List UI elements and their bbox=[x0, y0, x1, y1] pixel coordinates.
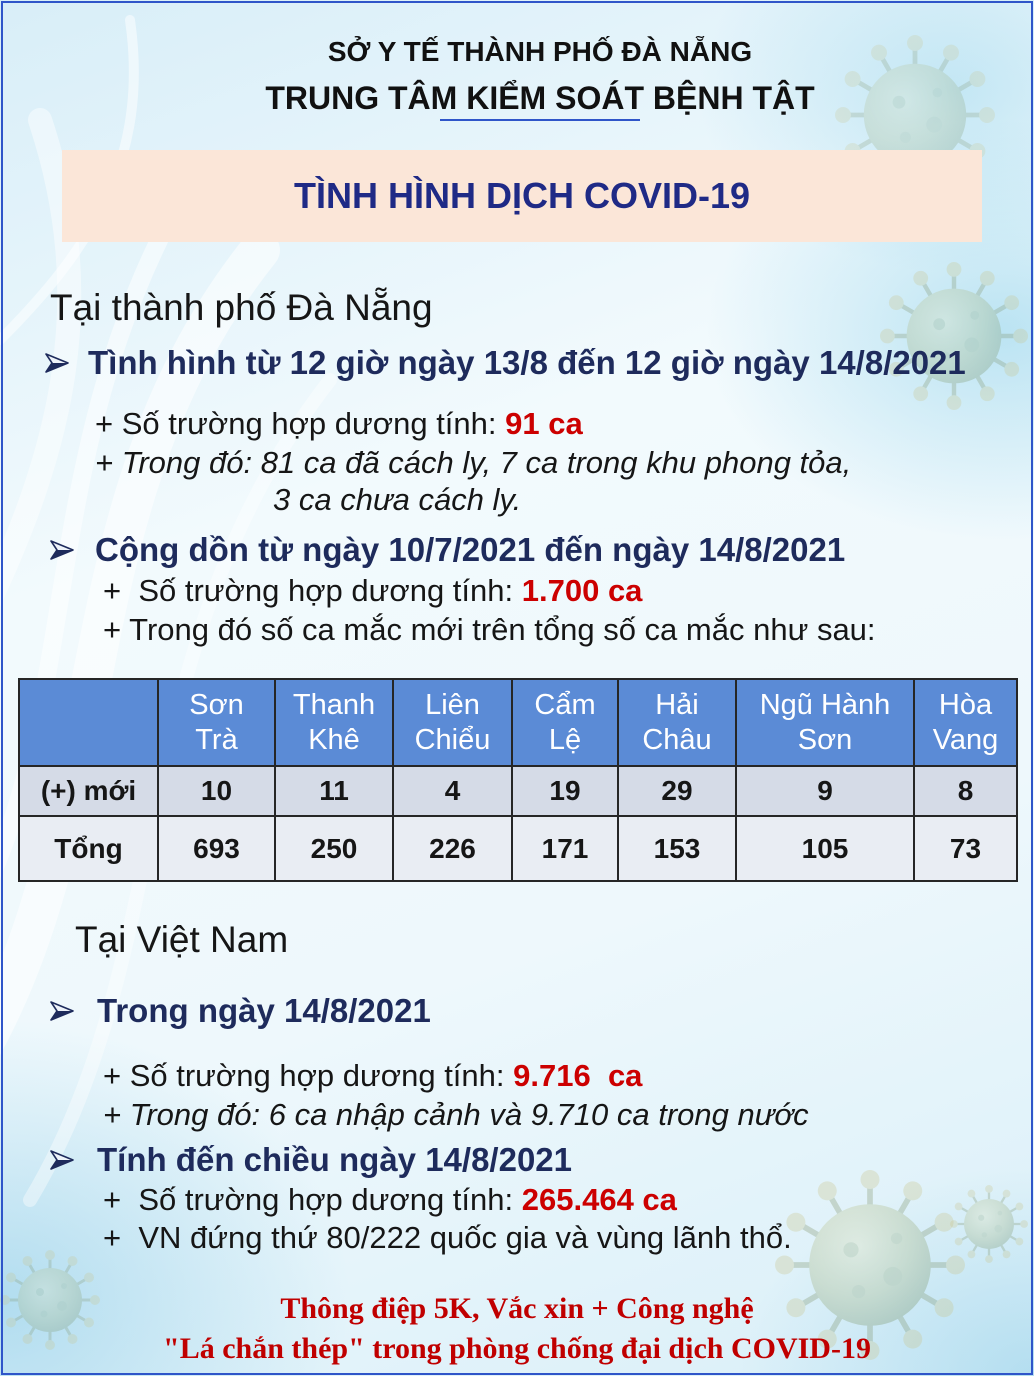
da-nang-breakdown-intro: + Trong đó số ca mắc mới trên tổng số ca mắc như sau: bbox=[103, 612, 876, 647]
header-line: Hải bbox=[655, 688, 699, 721]
da-nang-daily-heading: Tình hình từ 12 giờ ngày 13/8 đến 12 giờ ngày 14/8/2021 bbox=[88, 344, 966, 381]
vietnam-daily-detail: + Trong đó: 6 ca nhập cảnh và 9.710 ca trong nước bbox=[103, 1097, 809, 1132]
header-line: Liên bbox=[425, 688, 480, 721]
table-cell: 105 bbox=[736, 816, 914, 881]
table-cell: 693 bbox=[158, 816, 275, 881]
da-nang-cumulative-heading: Cộng dồn từ ngày 10/7/2021 đến ngày 14/8/2021 bbox=[95, 531, 846, 568]
header-line: Hòa bbox=[938, 688, 993, 721]
arrowhead-bullet-icon bbox=[50, 1150, 74, 1170]
table-cell: 9 bbox=[736, 766, 914, 816]
table-header-corner bbox=[19, 679, 158, 766]
virus-illustration bbox=[950, 1185, 1028, 1263]
header-line: Lệ bbox=[548, 723, 582, 756]
table-header-cell bbox=[393, 679, 512, 766]
da-nang-daily-positive-line bbox=[95, 405, 583, 443]
table-cell: 171 bbox=[512, 816, 618, 881]
arrowhead-bullet-icon bbox=[50, 540, 74, 560]
table-cell: 29 bbox=[618, 766, 736, 816]
table-row bbox=[19, 766, 1017, 816]
positive-label: + Số trường hợp dương tính: bbox=[95, 406, 506, 441]
slogan-line2: "Lá chắn thép" trong phòng chống đại dịch COVID-19 bbox=[163, 1332, 871, 1365]
da-nang-heading: Tại thành phố Đà Nẵng bbox=[50, 287, 433, 328]
positive-label: + Số trường hợp dương tính: bbox=[103, 1182, 522, 1217]
table-row bbox=[19, 816, 1017, 881]
table-cell: 73 bbox=[914, 816, 1017, 881]
row-label: (+) mới bbox=[19, 766, 158, 816]
header-line: Trà bbox=[195, 723, 238, 756]
table-header-cell bbox=[512, 679, 618, 766]
arrowhead-bullet-icon bbox=[50, 1001, 74, 1021]
header-underline bbox=[440, 119, 640, 121]
organization-name: SỞ Y TẾ THÀNH PHỐ ĐÀ NẴNG bbox=[327, 36, 753, 67]
table-cell: 250 bbox=[275, 816, 393, 881]
arrowhead-bullet-icon bbox=[45, 353, 69, 373]
table-cell: 4 bbox=[393, 766, 512, 816]
header-line: Cẩm bbox=[534, 688, 596, 721]
header-line: Vang bbox=[932, 723, 999, 756]
table-cell: 153 bbox=[618, 816, 736, 881]
table-header-row bbox=[19, 679, 1017, 766]
table-cell: 19 bbox=[512, 766, 618, 816]
vietnam-heading: Tại Việt Nam bbox=[75, 919, 289, 960]
table-header-cell bbox=[158, 679, 275, 766]
table-cell: 8 bbox=[914, 766, 1017, 816]
table-cell: 11 bbox=[275, 766, 393, 816]
da-nang-cumulative-positive-line bbox=[103, 572, 642, 610]
slogan-line1: Thông điệp 5K, Vắc xin + Công nghệ bbox=[280, 1292, 754, 1325]
positive-value: 265.464 ca bbox=[521, 1182, 677, 1217]
row-label: Tổng bbox=[19, 816, 158, 881]
positive-label: + Số trường hợp dương tính: bbox=[103, 1058, 514, 1093]
positive-label: + Số trường hợp dương tính: bbox=[103, 573, 522, 608]
district-cases-table bbox=[18, 678, 1018, 882]
table-header-cell bbox=[275, 679, 393, 766]
vietnam-cumulative-positive-line bbox=[103, 1181, 677, 1219]
header-line: Thanh bbox=[292, 688, 376, 721]
header-line: Ngũ Hành bbox=[759, 688, 891, 721]
header-line: Châu bbox=[642, 723, 712, 756]
positive-value: 1.700 ca bbox=[521, 573, 643, 608]
table-cell: 10 bbox=[158, 766, 275, 816]
header-line: Chiểu bbox=[414, 723, 491, 756]
page-title: TÌNH HÌNH DỊCH COVID-19 bbox=[62, 150, 982, 242]
vietnam-daily-heading: Trong ngày 14/8/2021 bbox=[97, 992, 431, 1029]
virus-illustration bbox=[880, 262, 1028, 410]
table-header-cell bbox=[618, 679, 736, 766]
table-cell: 226 bbox=[393, 816, 512, 881]
center-name: TRUNG TÂM KIỂM SOÁT BỆNH TẬT bbox=[265, 80, 815, 116]
positive-value: 9.716 ca bbox=[513, 1058, 643, 1093]
vietnam-cumulative-heading: Tính đến chiều ngày 14/8/2021 bbox=[97, 1141, 573, 1178]
header-line: Sơn bbox=[189, 688, 244, 721]
table-header-cell bbox=[914, 679, 1017, 766]
da-nang-daily-detail-line1: + Trong đó: 81 ca đã cách ly, 7 ca trong khu phong tỏa, bbox=[95, 445, 852, 480]
header-line: Sơn bbox=[797, 723, 853, 756]
table-header-cell bbox=[736, 679, 914, 766]
vietnam-daily-positive-line bbox=[103, 1057, 642, 1095]
da-nang-daily-detail-line2: 3 ca chưa cách ly. bbox=[273, 482, 522, 517]
header-line: Khê bbox=[308, 723, 360, 756]
vietnam-ranking: + VN đứng thứ 80/222 quốc gia và vùng lãnh thổ. bbox=[103, 1220, 792, 1255]
positive-value: 91 ca bbox=[505, 406, 583, 441]
